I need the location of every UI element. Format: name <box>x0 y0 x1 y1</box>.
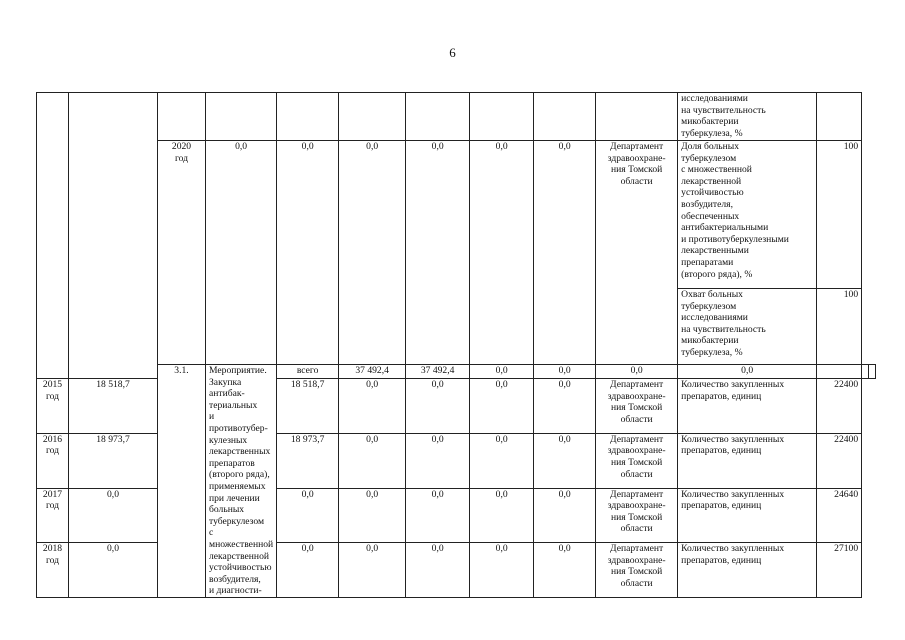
amount-cell: 0,0 <box>406 433 470 488</box>
indicator-value-cell: 22400 <box>817 433 862 488</box>
department-cell: Департамент здравоохране- ния Томской области <box>596 488 678 543</box>
amount-cell: 0,0 <box>339 379 406 434</box>
amount-cell: 0,0 <box>678 365 817 379</box>
amount-cell: 0,0 <box>69 543 158 598</box>
year-cell: всего <box>277 365 339 379</box>
department-cell: Департамент здравоохране- ния Томской области <box>596 433 678 488</box>
amount-cell: 0,0 <box>534 488 596 543</box>
amount-cell: 0,0 <box>406 379 470 434</box>
amount-cell: 0,0 <box>596 365 678 379</box>
year-cell <box>158 93 206 141</box>
department-cell: Департамент здравоохране- ния Томской области <box>596 141 678 365</box>
amount-cell: 0,0 <box>406 141 470 365</box>
table-row <box>37 141 876 289</box>
amount-cell <box>277 93 339 141</box>
amount-cell: 0,0 <box>534 379 596 434</box>
amount-cell: 18 973,7 <box>69 433 158 488</box>
amount-cell: 0,0 <box>534 433 596 488</box>
amount-cell: 0,0 <box>339 488 406 543</box>
year-cell: 2016 год <box>37 433 69 488</box>
amount-cell: 0,0 <box>470 141 534 365</box>
amount-cell: 0,0 <box>277 488 339 543</box>
indicator-cell: Охват больных туберкулезом исследованиями на чувствительность микобактерии туберкулеза, % <box>678 289 817 365</box>
amount-cell: 0,0 <box>470 433 534 488</box>
amount-cell: 0,0 <box>406 543 470 598</box>
indicator-value-cell <box>869 365 876 379</box>
year-cell: 2015 год <box>37 379 69 434</box>
activity-name-cell <box>69 93 158 379</box>
department-cell <box>817 365 862 379</box>
indicator-cell: Доля больных туберкулезом с множественной лекарственной устойчивостью возбудителя, обеспеченных антибактериальными и противотуберкулезными лекарственными препаратами (второго ряда), % <box>678 141 817 289</box>
amount-cell: 0,0 <box>470 488 534 543</box>
amount-cell: 0,0 <box>339 433 406 488</box>
department-cell: Департамент здравоохране- ния Томской области <box>596 379 678 434</box>
year-cell: 2018 год <box>37 543 69 598</box>
amount-cell: 37 492,4 <box>406 365 470 379</box>
amount-cell: 0,0 <box>470 543 534 598</box>
indicator-cell: Количество закупленных препаратов, единиц <box>678 379 817 434</box>
indicator-value-cell: 100 <box>817 289 862 365</box>
amount-cell: 18 518,7 <box>69 379 158 434</box>
indicator-cell: исследованиями на чувствительность микобактерии туберкулеза, % <box>678 93 817 141</box>
amount-cell: 0,0 <box>277 141 339 365</box>
amount-cell: 0,0 <box>470 379 534 434</box>
amount-cell: 0,0 <box>69 488 158 543</box>
activity-name-cell: Мероприятие. Закупка антибак- териальных и противотубер- кулезных лекарственных препаратов (второго ряда), применяемых при лечении больных туберкулезом с множественной лекарственной устойчивостью возбудителя, и диагности- <box>206 365 277 598</box>
indicator-value-cell: 24640 <box>817 488 862 543</box>
amount-cell: 18 973,7 <box>277 433 339 488</box>
amount-cell <box>534 93 596 141</box>
amount-cell <box>206 93 277 141</box>
indicator-cell <box>862 365 869 379</box>
indicator-value-cell: 22400 <box>817 379 862 434</box>
amount-cell: 18 518,7 <box>277 379 339 434</box>
amount-cell: 0,0 <box>534 141 596 365</box>
amount-cell: 0,0 <box>534 543 596 598</box>
number-cell <box>37 93 69 379</box>
indicator-cell: Количество закупленных препаратов, единиц <box>678 433 817 488</box>
year-cell: 2017 год <box>37 488 69 543</box>
indicator-value-cell <box>817 93 862 141</box>
amount-cell: 0,0 <box>339 141 406 365</box>
amount-cell: 0,0 <box>206 141 277 365</box>
amount-cell: 37 492,4 <box>339 365 406 379</box>
amount-cell: 0,0 <box>277 543 339 598</box>
amount-cell: 0,0 <box>534 365 596 379</box>
activity-number-cell: 3.1. <box>158 365 206 598</box>
page-number: 6 <box>449 45 456 60</box>
amount-cell: 0,0 <box>470 365 534 379</box>
indicator-cell: Количество закупленных препаратов, единиц <box>678 488 817 543</box>
indicator-value-cell: 27100 <box>817 543 862 598</box>
indicator-value-cell: 100 <box>817 141 862 289</box>
amount-cell <box>470 93 534 141</box>
table-row <box>37 93 876 141</box>
department-cell: Департамент здравоохране- ния Томской области <box>596 543 678 598</box>
amount-cell <box>339 93 406 141</box>
amount-cell: 0,0 <box>406 488 470 543</box>
table-row <box>37 365 876 379</box>
year-cell: 2020 год <box>158 141 206 365</box>
department-cell <box>596 93 678 141</box>
amount-cell: 0,0 <box>339 543 406 598</box>
amount-cell <box>406 93 470 141</box>
program-table <box>36 92 876 598</box>
indicator-cell: Количество закупленных препаратов, единиц <box>678 543 817 598</box>
